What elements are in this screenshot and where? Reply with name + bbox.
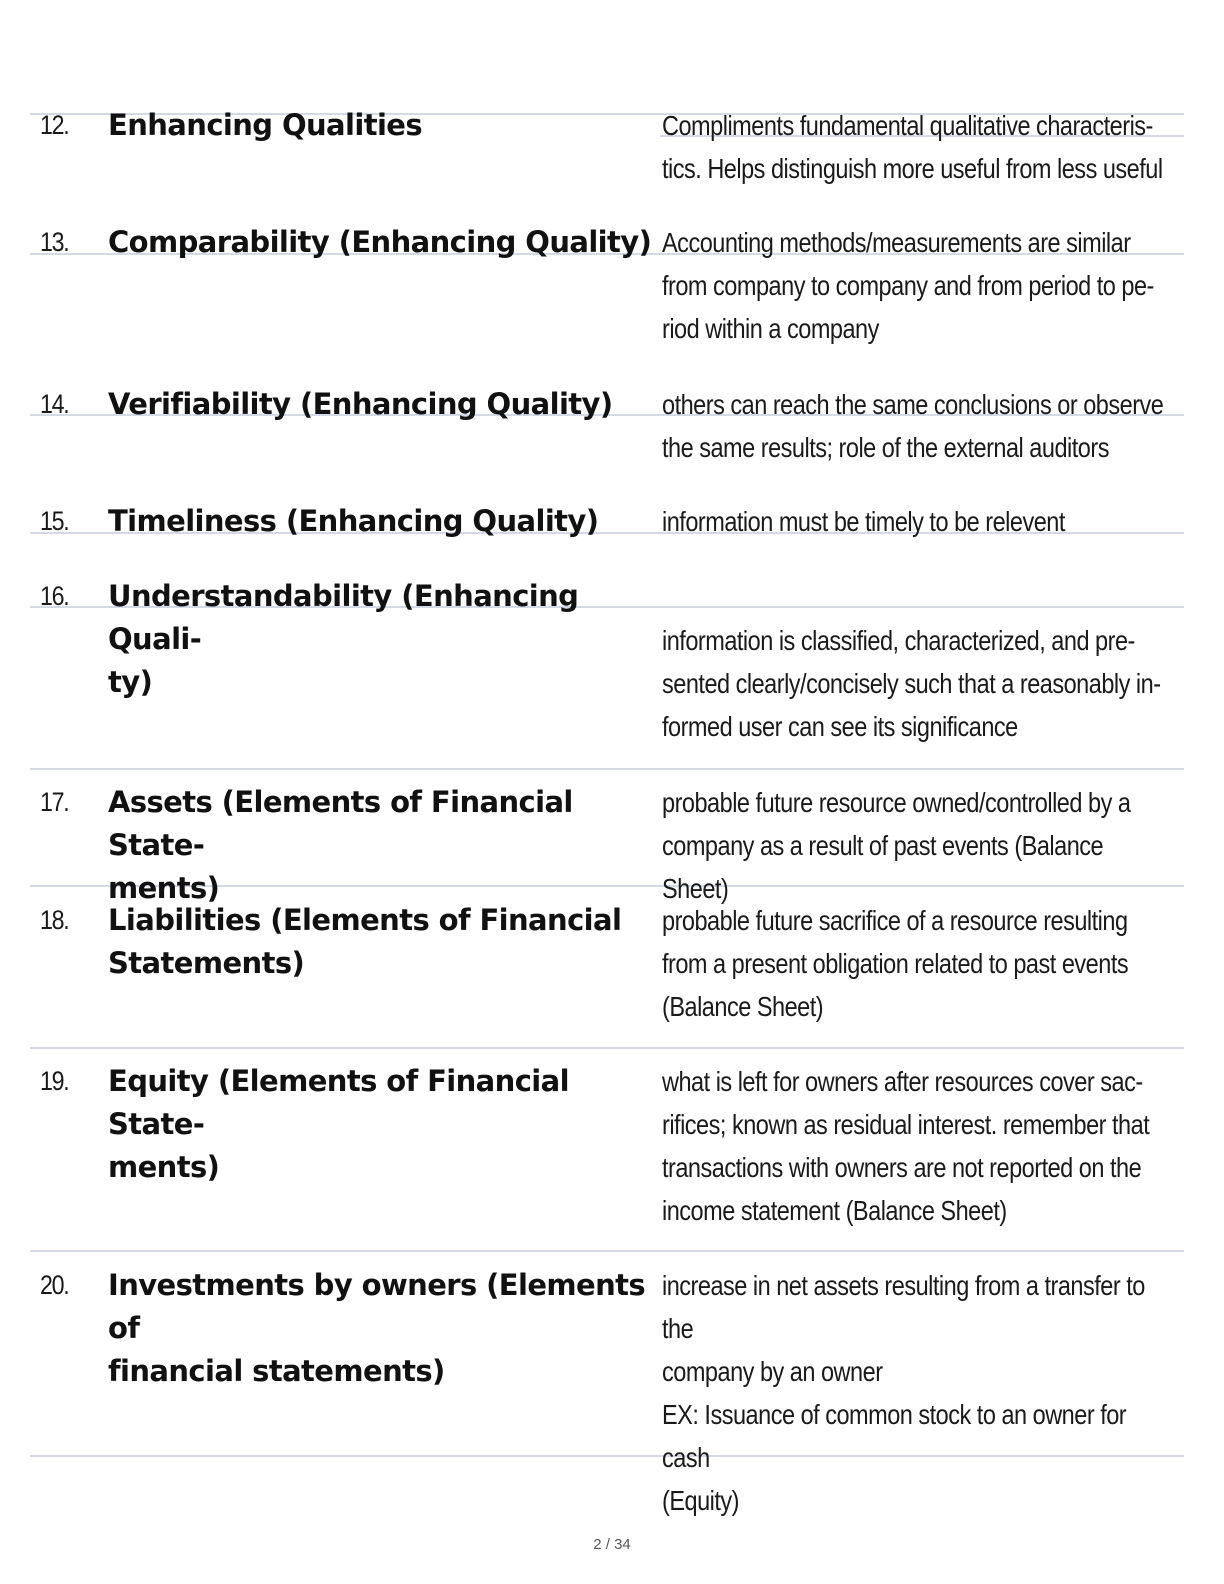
entry-number: 15. [40,506,69,536]
entry-definition: increase in net assets resulting from a transfer to the company by an owner EX: Issuance of common stock to an owner for cash (Equity) [662,1270,1145,1516]
entry-number: 20. [40,1270,69,1300]
entry-term: Investments by owners (Elements of financial statements) [108,1268,646,1388]
entry-definition: information must be timely to be relevent [662,506,1065,537]
page-indicator: 2 / 34 [593,1536,631,1553]
entry-number: 13. [40,227,69,257]
entry-number: 19. [40,1066,69,1096]
entry-definition: Compliments fundamental qualitative characteris- tics. Helps distinguish more useful from less useful [662,110,1163,184]
entry-definition: what is left for owners after resources cover sac- rifices; known as residual interest. remember that transactions with owners are not reported on the income statement (Balance Sheet) [662,1066,1150,1226]
entry-term: Assets (Elements of Financial State- ments) [108,785,573,905]
entry-term: Timeliness (Enhancing Quality) [108,504,599,538]
entry-definition: others can reach the same conclusions or observe the same results; role of the external auditors [662,389,1164,463]
entry-term: Verifiability (Enhancing Quality) [108,387,613,421]
separator-line [30,768,1184,770]
entry-definition: information is classified, characterized, and pre- sented clearly/concisely such that a reasonably in- formed user can see its significance [662,625,1161,742]
entry-term: Equity (Elements of Financial State- ments) [108,1064,569,1184]
entry-number: 18. [40,905,69,935]
entry-definition: Accounting methods/measurements are similar from company to company and from period to pe- riod within a company [662,227,1154,344]
entry-number: 12. [40,110,69,140]
entry-term: Enhancing Qualities [108,108,423,142]
entry-number: 17. [40,787,69,817]
entry-definition: probable future resource owned/controlled by a company as a result of past events (Balance Sheet) [662,787,1131,904]
entry-term: Comparability (Enhancing Quality) [108,225,652,259]
entry-term: Understandability (Enhancing Quali- ty) [108,579,579,699]
separator-line [30,1250,1184,1252]
separator-line [30,1047,1184,1049]
entry-number: 16. [40,581,69,611]
entry-number: 14. [40,389,69,419]
entry-term: Liabilities (Elements of Financial Statements) [108,903,622,980]
entry-definition: probable future sacrifice of a resource resulting from a present obligation related to past events (Balance Sheet) [662,905,1129,1022]
